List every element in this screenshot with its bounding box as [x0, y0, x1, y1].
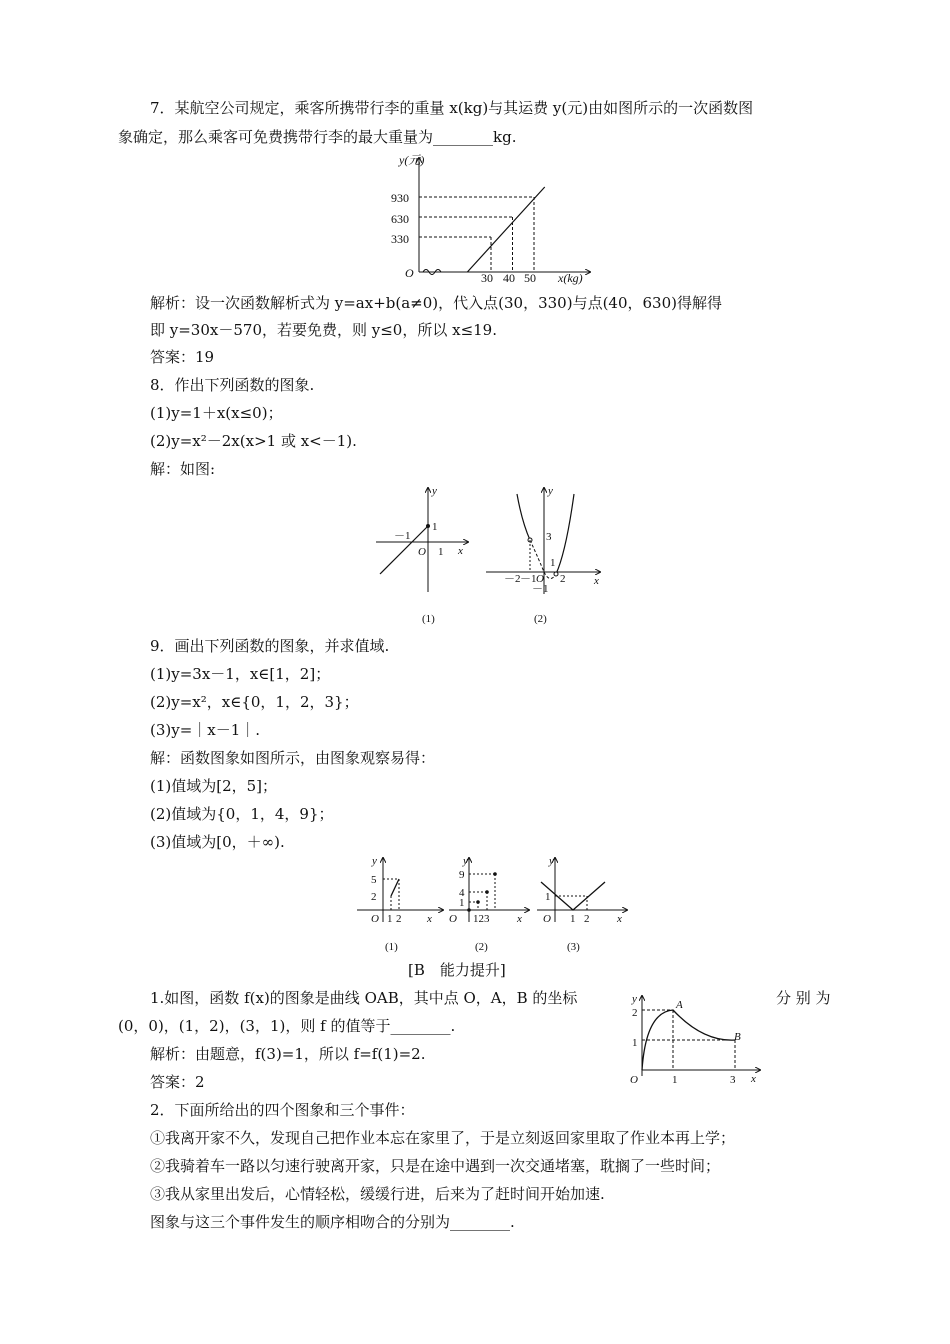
q7-question-line2: 象确定，那么乘客可免费携带行李的最大重量为________kg. — [118, 128, 517, 146]
q8f2-right-branch — [556, 494, 574, 574]
q7-solution-line2: 即 y=30x－570，若要免费，则 y≤0，所以 x≤19. — [150, 321, 497, 339]
q8f2-origin: O — [536, 573, 544, 585]
q8f1-neg1: －1 — [394, 530, 411, 542]
b2-event-3: ③我从家里出发后，心情轻松，缓缓行进，后来为了赶时间开始加速. — [150, 1185, 605, 1203]
q9f2-xticks: 123 — [473, 913, 490, 925]
b1-ytick-1: 1 — [632, 1037, 638, 1049]
b1-x-label: x — [751, 1073, 756, 1085]
q8f2-three: 3 — [546, 531, 552, 543]
q9f2-nine: 9 — [459, 869, 465, 881]
q7-ytick-330: 330 — [391, 232, 409, 246]
q8f2-y-label: y — [548, 485, 553, 497]
q8f1-one-x: 1 — [438, 546, 444, 558]
q9-part1: (1)y=3x－1，x∈[1，2]； — [150, 665, 331, 683]
b1-line1: 1.如图，函数 f(x)的图象是曲线 OAB，其中点 O，A，B 的坐标 — [150, 989, 578, 1007]
b2-title: 2．下面所给出的四个图象和三个事件： — [150, 1101, 415, 1119]
q8-solution: 解：如图: — [150, 460, 216, 478]
q7-ytick-930: 930 — [391, 191, 409, 205]
b1-xtick-3: 3 — [730, 1074, 736, 1086]
q8f2-left-branch — [517, 494, 530, 540]
q9f2-x-label: x — [517, 913, 522, 925]
q9f3-xt2: 2 — [584, 913, 590, 925]
q8-figure-2 — [482, 482, 607, 627]
b1-point-B-label: B — [734, 1031, 741, 1043]
q9f1-xt2: 2 — [396, 913, 402, 925]
q9-part3: (3)y=｜x－1｜. — [150, 721, 261, 739]
q7-answer: 答案：19 — [150, 348, 215, 366]
q9-title: 9．画出下列函数的图象，并求值域. — [150, 637, 390, 655]
q8f2-x-label: x — [594, 575, 599, 587]
q7-xtick-50: 50 — [524, 271, 536, 285]
q8f2-caption: (2) — [534, 613, 547, 625]
q8f1-one-y: 1 — [432, 521, 438, 533]
b1-line1-tail: 分 别 为 — [776, 989, 831, 1007]
q7-cost-line — [467, 187, 544, 272]
q9-range2: (2)值域为{0，1，4，9}； — [150, 805, 334, 823]
q9f2-one: 1 — [459, 897, 465, 909]
q9f1-two: 2 — [371, 891, 377, 903]
q7-guide-lines — [419, 197, 534, 272]
q7-ytick-630: 630 — [391, 212, 409, 226]
q7-question-line1: 7．某航空公司规定，乘客所携带行李的重量 x(kg)与其运费 y(元)由如图所示的一次函数图 — [150, 99, 754, 117]
q7-xtick-30: 30 — [481, 271, 493, 285]
q7-y-label: y(元) — [399, 153, 425, 167]
q7-origin-label: O — [405, 266, 414, 280]
q7-x-label: x(kg) — [558, 271, 583, 285]
q9-figure-1 — [355, 852, 447, 956]
q8-title: 8．作出下列函数的图象. — [150, 376, 315, 394]
q8f1-caption: (1) — [422, 613, 435, 625]
b1-y-label: y — [632, 993, 637, 1005]
b1-point-A-label: A — [676, 999, 683, 1011]
q9f1-y-label: y — [372, 855, 377, 867]
b1-line2: (0，0)，(1，2)，(3，1)，则 f 的值等于________. — [118, 1017, 456, 1035]
b1-solution: 解析：由题意，f(3)=1，所以 f=f(1)=2. — [150, 1045, 426, 1063]
b1-origin: O — [630, 1074, 638, 1086]
q9-range3: (3)值域为[0，＋∞). — [150, 833, 285, 851]
q9f3-x-label: x — [617, 913, 622, 925]
q9f2-four: 4 — [459, 887, 465, 899]
q8f2-two: 2 — [560, 573, 566, 585]
q9f2-point-1 — [476, 900, 480, 904]
q9f3-one: 1 — [545, 891, 551, 903]
q8f1-origin: O — [418, 546, 426, 558]
q9f2-point-0 — [467, 908, 471, 912]
q8f1-y-label: y — [432, 485, 437, 497]
q7-solution-line1: 解析：设一次函数解析式为 y=ax+b(a≠0)，代入点(30，330)与点(40，630)得解得 — [150, 294, 722, 312]
q7-cost-chart — [385, 150, 600, 285]
q9f3-y-label: y — [549, 855, 554, 867]
b1-xtick-1: 1 — [672, 1074, 678, 1086]
q9-figure-2 — [447, 852, 535, 956]
q9-range1: (1)值域为[2，5]； — [150, 777, 278, 795]
q8f2-neg2: －2 — [504, 573, 521, 585]
q9f2-point-2 — [485, 890, 489, 894]
q9f1-origin: O — [371, 913, 379, 925]
q9-solution: 解：函数图象如图所示，由图象观察易得： — [150, 749, 436, 767]
q8-part2: (2)y=x²－2x(x>1 或 x<－1). — [150, 432, 357, 450]
q8-figure-1 — [372, 482, 472, 627]
b1-ytick-2: 2 — [632, 1007, 638, 1019]
q9f1-five: 5 — [371, 874, 377, 886]
q8f2-neg1: －1 — [520, 573, 537, 585]
q9f3-origin: O — [543, 913, 551, 925]
q9f1-x-label: x — [427, 913, 432, 925]
q9f1-caption: (1) — [385, 941, 398, 953]
b1-answer: 答案：2 — [150, 1073, 205, 1091]
q9f3-xt1: 1 — [570, 913, 576, 925]
q9f1-xt1: 1 — [387, 913, 393, 925]
section-b-heading: [B 能力提升] — [408, 961, 506, 979]
q9f2-origin: O — [449, 913, 457, 925]
q8-part1: (1)y=1＋x(x≤0)； — [150, 404, 283, 422]
q8f2-open-point-right — [554, 572, 558, 576]
q8f2-neg1y: －1 — [532, 583, 549, 595]
b2-event-1: ①我离开家不久，发现自己把作业本忘在家里了，于是立刻返回家里取了作业本再上学； — [150, 1129, 736, 1147]
q9f1-segment — [391, 879, 399, 896]
b1-curve-chart — [620, 990, 765, 1090]
b2-question: 图象与这三个事件发生的顺序相吻合的分别为________. — [150, 1213, 515, 1231]
q9f2-y-label: y — [463, 855, 468, 867]
q9f2-point-3 — [493, 872, 497, 876]
q8f1-x-label: x — [458, 545, 463, 557]
b2-event-2: ②我骑着车一路以匀速行驶离开家，只是在途中遇到一次交通堵塞，耽搁了一些时间； — [150, 1157, 721, 1175]
q9f2-guides — [469, 874, 495, 910]
q8f1-endpoint — [426, 524, 430, 528]
q9f2-caption: (2) — [475, 941, 488, 953]
q9-part2: (2)y=x²，x∈{0，1，2，3}； — [150, 693, 359, 711]
q9f3-caption: (3) — [567, 941, 580, 953]
q8f2-one: 1 — [550, 557, 556, 569]
q7-xtick-40: 40 — [503, 271, 515, 285]
q9-figure-3 — [535, 852, 631, 956]
